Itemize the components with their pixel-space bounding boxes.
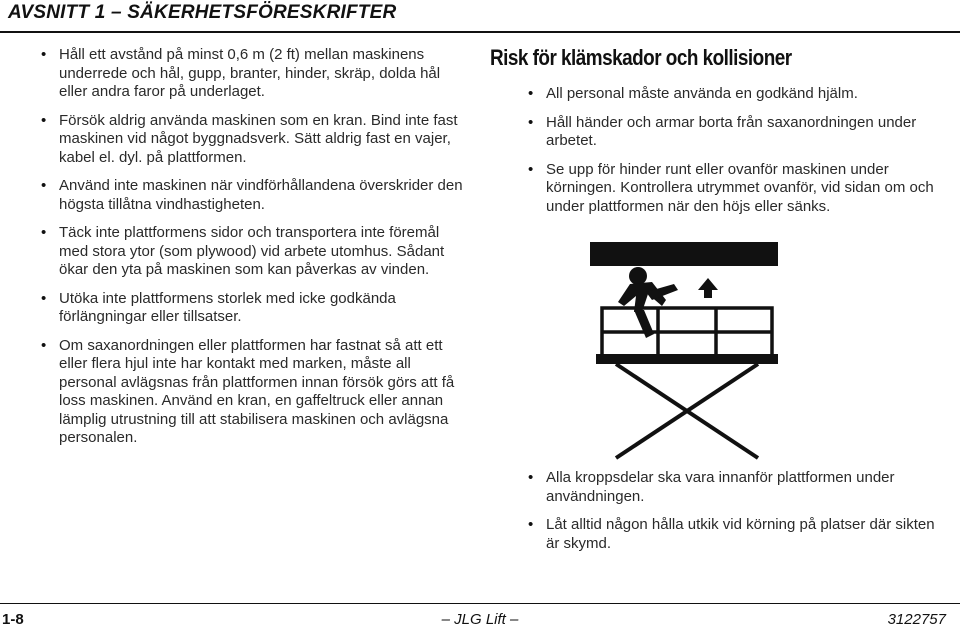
left-bullet-list xyxy=(40,46,472,458)
list-item: • All personal måste använda en godkänd hjälm. xyxy=(527,85,947,104)
list-item: • Håll händer och armar borta från saxanordningen under arbetet. xyxy=(527,114,947,151)
document-number: 3122757 xyxy=(887,611,946,628)
crush-hazard-overhead-icon xyxy=(590,242,780,462)
footer-brand: – JLG Lift – xyxy=(441,611,519,628)
list-item: • Se upp för hinder runt eller ovanför maskinen under körningen. Kontrollera utrymmet ovanför, vid sidan om och under plattformen när den höjs eller sänks. xyxy=(527,161,947,217)
section-heading: Risk för klämskador och kollisioner xyxy=(490,45,792,70)
platform-guardrail xyxy=(602,308,772,356)
page-number: 1-8 xyxy=(2,611,24,628)
list-item: • Låt alltid någon hålla utkik vid körning på platser där sikten är skymd. xyxy=(527,516,947,553)
list-item: • Använd inte maskinen när vindförhållandena överskrider den högsta tillåtna vindhastigheten. xyxy=(40,177,472,214)
right-top-bullet-list xyxy=(527,85,947,226)
scissor-arms xyxy=(616,364,758,458)
list-item: • Alla kroppsdelar ska vara innanför plattformen under användningen. xyxy=(527,469,947,506)
list-item: • Försök aldrig använda maskinen som en kran. Bind inte fast maskinen vid något byggnadsverk. Sätt aldrig fast en vajer, kabel el. dyl. på plattformen. xyxy=(40,112,472,168)
list-item: • Om saxanordningen eller plattformen har fastnat så att ett eller flera hjul inte har kontakt med marken, måste all personal avlägsnas från plattformen innan försök görs att få loss maskinen. Använd en kran, en gaffeltruck eller annan lämplig utrustning till att stabilisera maskinen och avlägsna personalen. xyxy=(40,337,472,448)
platform-deck xyxy=(596,354,778,364)
list-item: • Utöka inte plattformens storlek med icke godkända förlängningar eller tillsatser. xyxy=(40,290,472,327)
overhead-obstacle xyxy=(590,242,778,266)
arrow-up-icon xyxy=(698,278,718,298)
header-rule xyxy=(0,31,960,33)
list-item: • Täck inte plattformens sidor och transportera inte föremål med stora ytor (som plywood) vid arbete utomhus. Sådant ökar den yta på maskinen som kan påverkas av vinden. xyxy=(40,224,472,280)
list-item: • Håll ett avstånd på minst 0,6 m (2 ft) mellan maskinens underrede och hål, gupp, branter, hinder, skräp, dolda hål eller andra faror på underlaget. xyxy=(40,46,472,102)
person-figure xyxy=(618,267,678,338)
footer-rule xyxy=(0,603,960,604)
right-bottom-bullet-list xyxy=(527,469,947,563)
section-title: AVSNITT 1 – SÄKERHETSFÖRESKRIFTER xyxy=(8,2,397,23)
